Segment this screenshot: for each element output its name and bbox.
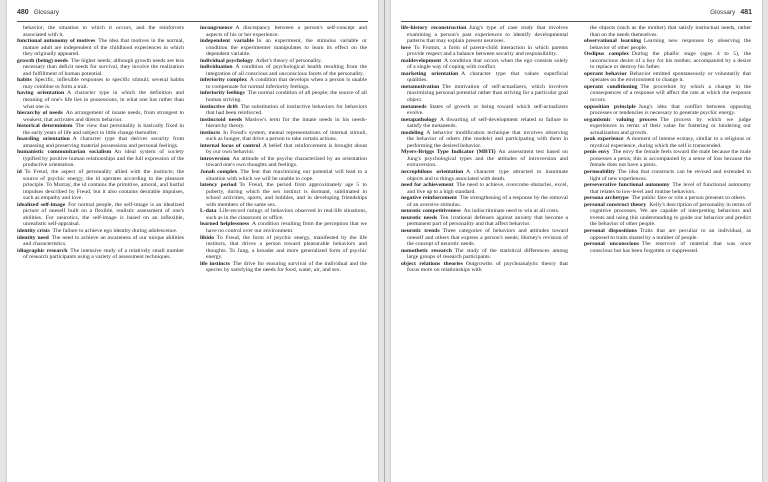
glossary-term: neurotic trends bbox=[401, 227, 440, 234]
left-header-rule bbox=[17, 21, 368, 22]
glossary-term: penis envy bbox=[584, 149, 610, 156]
left-page bbox=[7, 0, 378, 482]
left-page-header bbox=[17, 9, 368, 19]
glossary-term: idiographic research bbox=[17, 247, 68, 254]
glossary-entry bbox=[200, 235, 367, 261]
glossary-definition: The study of the statistical differences among large groups of research participants. bbox=[407, 247, 568, 261]
glossary-entry bbox=[200, 90, 367, 103]
glossary-definition: A discrepancy between a person's self-concept and aspects of his or her experience. bbox=[206, 25, 367, 38]
glossary-entry bbox=[401, 228, 568, 248]
glossary-definition: A condition resulting from the perception that we have no control over our environment. bbox=[206, 221, 367, 234]
glossary-entry bbox=[401, 130, 568, 150]
glossary-entry bbox=[401, 261, 568, 274]
glossary-term: idealized self-image bbox=[17, 201, 66, 208]
glossary-definition: The intensive study of a relatively small number of research participants using a variety of assessment techniques. bbox=[23, 247, 185, 261]
glossary-term: incongruence bbox=[200, 25, 233, 31]
glossary-term: Oedipus complex bbox=[584, 51, 630, 58]
glossary-entry bbox=[200, 261, 367, 274]
glossary-term: operant behavior bbox=[584, 70, 627, 77]
glossary-definition: A behavior modification technique that involves observing the behavior of others (the models) and participating with them in performing the desired behavior. bbox=[407, 129, 568, 149]
glossary-definition: In an experiment, the stimulus variable or condition the experimenter manipulates to learn its effect on the dependent variable. bbox=[206, 38, 367, 58]
glossary-entry bbox=[200, 143, 367, 156]
glossary-term: libido bbox=[200, 234, 214, 241]
glossary-definition: Outgrowths of psychoanalytic theory that focus more on relationships with bbox=[407, 260, 568, 274]
glossary-entry bbox=[17, 149, 184, 169]
glossary-entry bbox=[584, 241, 751, 254]
glossary-entry bbox=[584, 71, 751, 84]
glossary-term: independent variable bbox=[200, 38, 254, 45]
right-page bbox=[391, 0, 762, 482]
glossary-entry bbox=[401, 248, 568, 261]
glossary-definition: A character type that derives security from amassing and preserving material possessions and personal feelings. bbox=[23, 136, 185, 149]
glossary-entry bbox=[401, 104, 568, 117]
glossary-term: personal unconscious bbox=[584, 241, 640, 248]
glossary-term: object relations theories bbox=[401, 260, 463, 267]
glossary-definition: Life-record ratings of behaviors observed in real-life situations, such as in the classroom or office. bbox=[206, 208, 367, 221]
glossary-definition: Kelly's description of personality in terms of cognitive processes. We are capable of interpreting behaviors and events and using this understanding to guide our behavior and predict the behavior of other people. bbox=[590, 201, 751, 228]
glossary-term: L-data bbox=[200, 208, 217, 215]
glossary-term: operant conditioning bbox=[584, 83, 638, 90]
glossary-definition: Maslow's term for the innate needs in his needs-hierarchy theory. bbox=[206, 116, 367, 130]
glossary-entry bbox=[401, 149, 568, 169]
glossary-definition: An attitude of the psyche characterized by an orientation toward one's own thoughts and feelings. bbox=[206, 155, 367, 169]
glossary-entry bbox=[200, 77, 367, 90]
glossary-term: instinctoid needs bbox=[200, 116, 243, 123]
glossary-entry bbox=[200, 117, 367, 130]
glossary-term: personal construct theory bbox=[584, 201, 647, 208]
glossary-entry bbox=[200, 104, 367, 117]
glossary-entry bbox=[200, 169, 367, 182]
glossary-term: learned helplessness bbox=[200, 221, 250, 228]
glossary-definition: Jung's type of case study that involves examining a person's past experiences to identify developmental patterns that may explain present neuroses. bbox=[407, 25, 568, 45]
glossary-definition: States of growth or being toward which self-actualizers evolve. bbox=[407, 103, 568, 117]
glossary-definition: A character type that values superficial qualities. bbox=[407, 70, 568, 84]
glossary-entry bbox=[401, 169, 568, 182]
glossary-term: internal locus of control bbox=[200, 142, 261, 149]
book-fold bbox=[384, 0, 385, 482]
glossary-entry bbox=[584, 117, 751, 137]
glossary-entry bbox=[401, 182, 568, 195]
glossary-entry bbox=[584, 51, 751, 71]
glossary-definition: A condition of psychological health resulting from the integration of all conscious and unconscious facets of the personality. bbox=[206, 64, 367, 77]
glossary-definition: A condition that develops when a person is unable to compensate for normal inferiority feelings. bbox=[206, 77, 368, 90]
glossary-term: id bbox=[17, 169, 22, 176]
glossary-entry bbox=[200, 64, 367, 77]
glossary-definition: A moment of intense ecstasy, similar to a religious or mystical experience, during which the self is transcended. bbox=[590, 136, 751, 149]
glossary-entry bbox=[401, 215, 568, 228]
right-header-rule bbox=[401, 21, 752, 22]
glossary-entry bbox=[200, 130, 367, 143]
glossary-definition: The envy the female feels toward the male because the male possesses a penis; this is accompanied by a sense of loss because the female does not have a penis. bbox=[590, 149, 751, 169]
glossary-definition: the objects (such as the mother) that satisfy instinctual needs, rather than on the needs themselves. bbox=[590, 25, 751, 38]
glossary-entry bbox=[17, 202, 184, 228]
glossary-definition: A character type attracted to inanimate objects and to things associated with death. bbox=[407, 169, 568, 182]
glossary-entry bbox=[401, 71, 568, 84]
glossary-term: instincts bbox=[200, 129, 221, 136]
glossary-definition: The reservoir of material that was once conscious but has been forgotten or suppressed. bbox=[590, 241, 751, 254]
glossary-term: habits bbox=[17, 77, 32, 84]
glossary-entry bbox=[200, 25, 367, 38]
glossary-term: functional autonomy of motives bbox=[17, 38, 96, 45]
glossary-definition: An ideal system of society typified by positive human relationships and the full expression of the productive orientation. bbox=[23, 149, 184, 169]
glossary-entry bbox=[584, 25, 751, 38]
glossary-definition: The strengthening of a response by the removal of an aversive stimulus. bbox=[407, 195, 569, 208]
right-page-header bbox=[401, 9, 752, 19]
glossary-entry bbox=[17, 248, 184, 261]
glossary-term: inferiority complex bbox=[200, 77, 247, 84]
glossary-term: persona archetype bbox=[584, 195, 629, 202]
glossary-definition: Specific, inflexible responses to specific stimuli; several habits may combine to form a trait. bbox=[23, 77, 184, 90]
glossary-term: love bbox=[401, 44, 411, 51]
glossary-definition: The need to achieve, overcome obstacles, excel, and live up to a high standard. bbox=[407, 182, 569, 195]
glossary-term: observational learning bbox=[584, 38, 642, 45]
glossary-term: metapathology bbox=[401, 116, 438, 123]
glossary-term: latency period bbox=[200, 182, 237, 189]
glossary-definition: behavior, the situation in which it occurs, and the reinforcers associated with it. bbox=[23, 25, 184, 38]
glossary-term: negative reinforcement bbox=[401, 195, 457, 202]
glossary-definition: The public face or role a person presents to others. bbox=[631, 195, 747, 202]
glossary-entry bbox=[200, 208, 367, 221]
glossary-term: life-history reconstruction bbox=[401, 25, 467, 31]
glossary-term: modeling bbox=[401, 129, 424, 136]
glossary-term: personal dispositions bbox=[584, 227, 637, 234]
glossary-definition: A character type in which the definition and meaning of one's life lies in possessions, in what one has rather than what one is. bbox=[23, 90, 184, 110]
glossary-definition: Behavior emitted spontaneously or voluntarily that operates on the environment to change it. bbox=[590, 70, 751, 84]
glossary-definition: The normal condition of all people; the source of all human striving. bbox=[206, 90, 367, 104]
glossary-definition: The substitution of instinctive behaviors for behaviors that had been reinforced. bbox=[206, 103, 367, 117]
glossary-definition: In Freud's system, mental representations of internal stimuli, such as hunger, that drive a person to take certain actions. bbox=[206, 129, 367, 143]
glossary-term: hoarding orientation bbox=[17, 136, 70, 143]
glossary-definition: An arrangement of innate needs, from strongest to weakest, that activates and directs behavior. bbox=[23, 110, 184, 123]
glossary-definition: During the phallic stage (ages 4 to 5), the unconscious desire of a boy for his mother, accompanied by a desire to replace or destroy his father. bbox=[590, 51, 751, 71]
glossary-definition: The process by which we judge experiences in terms of their value for fostering or hindering our actualization and growth. bbox=[590, 116, 751, 136]
glossary-term: having orientation bbox=[17, 90, 65, 97]
glossary-term: life instincts bbox=[200, 260, 230, 267]
glossary-definition: The motivation of self-actualizers, which involves maximizing personal potential rather than striving for a particular goal object. bbox=[407, 83, 568, 104]
glossary-definition: The higher needs; although growth needs are less necessary than deficit needs for survival, they involve the realization and fulfillment of human potential. bbox=[23, 57, 184, 77]
right-column-2 bbox=[584, 25, 751, 254]
glossary-entry bbox=[584, 202, 751, 228]
right-column-1 bbox=[401, 25, 568, 274]
glossary-definition: The level of functional autonomy that relates to low-level and routine behaviors. bbox=[590, 182, 751, 195]
glossary-term: perseverative functional autonomy bbox=[584, 182, 670, 189]
glossary-definition: The procedure by which a change in the consequences of a response will affect the rate at which the response occurs. bbox=[590, 83, 751, 104]
glossary-entry bbox=[584, 228, 751, 241]
glossary-definition: Jung's idea that conflict between opposing processes or tendencies is necessary to generate psychic energy. bbox=[590, 103, 751, 117]
glossary-term: hierarchy of needs bbox=[17, 110, 63, 117]
glossary-entry bbox=[17, 123, 184, 136]
glossary-term: opposition principle bbox=[584, 103, 636, 110]
glossary-term: identity crisis bbox=[17, 227, 50, 234]
glossary-entry bbox=[584, 38, 751, 51]
glossary-definition: To Freud, the form of psychic energy, manifested by the life instincts, that drives a person toward pleasurable behaviors and thoughts. To Jung, a broader and more generalized form of psychic energy. bbox=[206, 234, 367, 261]
glossary-entry bbox=[401, 117, 568, 130]
glossary-definition: The fear that maximizing our potential will lead to a situation with which we will be unable to cope. bbox=[206, 169, 367, 182]
glossary-entry bbox=[401, 195, 568, 208]
glossary-definition: A condition that occurs when the ego consists solely of a single way of coping with conflict. bbox=[407, 57, 568, 71]
glossary-entry bbox=[200, 38, 367, 58]
left-column-2 bbox=[200, 25, 367, 274]
glossary-entry bbox=[17, 110, 184, 123]
glossary-term: Jonah complex bbox=[200, 169, 238, 176]
right-running-head: Glossary bbox=[710, 9, 736, 16]
glossary-entry bbox=[401, 45, 568, 58]
glossary-definition: A thwarting of self-development related to failure to satisfy the metaneeds. bbox=[407, 116, 568, 130]
glossary-definition: A belief that reinforcement is brought about by our own behavior. bbox=[206, 142, 367, 156]
glossary-entry bbox=[584, 169, 751, 182]
glossary-term: Myers-Briggs Type Indicator (MBTI) bbox=[401, 149, 496, 156]
glossary-term: identity need bbox=[17, 234, 49, 241]
glossary-definition: Ten irrational defenses against anxiety that become a permanent part of personality and that affect behavior. bbox=[407, 214, 568, 228]
glossary-term: nomothetic research bbox=[401, 247, 452, 254]
glossary-definition: An indiscriminate need to win at all costs. bbox=[463, 208, 560, 215]
glossary-entry bbox=[17, 77, 184, 90]
glossary-entry bbox=[584, 149, 751, 169]
glossary-term: individuation bbox=[200, 64, 233, 71]
right-page-number: 481 bbox=[740, 9, 752, 16]
glossary-definition: For normal people, the self-image is an idealized picture of oneself built on a flexible, realistic assessment of one's abilities. For neurotics, the self-image is based on an inflexible, unrealistic self-appraisal. bbox=[23, 201, 185, 228]
glossary-definition: To Freud, the aspect of personality allied with the instincts; the source of psychic energy, the id operates according to the pleasure principle. To Murray, the id contains the primitive, amoral, and lustful impulses described by Freud, but it also contains desirable impulses, such as empathy and love. bbox=[23, 169, 184, 202]
glossary-term: metamotivation bbox=[401, 83, 440, 90]
glossary-entry bbox=[401, 25, 568, 45]
glossary-entry bbox=[584, 84, 751, 104]
glossary-term: neurotic needs bbox=[401, 214, 438, 221]
glossary-entry bbox=[401, 58, 568, 71]
glossary-entry bbox=[17, 90, 184, 110]
glossary-term: marketing orientation bbox=[401, 70, 459, 77]
glossary-entry bbox=[584, 104, 751, 117]
glossary-term: growth (being) needs bbox=[17, 57, 69, 64]
glossary-term: peak experience bbox=[584, 136, 624, 143]
glossary-term: introversion bbox=[200, 155, 230, 162]
glossary-entry bbox=[17, 38, 184, 58]
glossary-definition: To Fromm, a form of parent-child interaction in which parents provide respect and a balance between security and responsibility. bbox=[407, 44, 568, 58]
glossary-definition: The failure to achieve ego identity during adolescence. bbox=[52, 227, 178, 234]
glossary-term: instinctive drift bbox=[200, 103, 238, 110]
glossary-definition: An assessment test based on Jung's psychological types and the attitudes of introversion and extraversion. bbox=[407, 149, 568, 169]
glossary-entry bbox=[17, 25, 184, 38]
glossary-entry bbox=[584, 182, 751, 195]
glossary-term: humanistic communitarian socialism bbox=[17, 149, 112, 156]
glossary-term: inferiority feelings bbox=[200, 90, 245, 97]
glossary-term: permeability bbox=[584, 169, 615, 176]
glossary-term: neurotic competitiveness bbox=[401, 208, 461, 215]
left-column-1 bbox=[17, 25, 184, 261]
glossary-definition: The idea that motives in the normal, mature adult are independent of the childhood experiences in which they originally appeared. bbox=[23, 38, 184, 58]
glossary-term: organismic valuing process bbox=[584, 116, 658, 123]
glossary-term: historical determinism bbox=[17, 123, 73, 130]
left-running-head: Glossary bbox=[33, 9, 59, 16]
glossary-entry bbox=[200, 221, 367, 234]
glossary-definition: Traits that are peculiar to an individual, as opposed to traits shared by a number of people. bbox=[590, 227, 751, 241]
glossary-definition: The view that personality is basically fixed in the early years of life and subject to little change thereafter. bbox=[23, 123, 184, 136]
glossary-definition: The need to achieve an awareness of our unique abilities and characteristics. bbox=[23, 234, 184, 248]
glossary-definition: Learning new responses by observing the behavior of other people. bbox=[590, 38, 752, 51]
glossary-term: necrophilous orientation bbox=[401, 169, 464, 176]
glossary-entry bbox=[17, 136, 184, 149]
glossary-term: maldevelopment bbox=[401, 57, 442, 64]
glossary-entry bbox=[401, 84, 568, 104]
glossary-definition: The idea that constructs can be revised and extended in light of new experiences. bbox=[590, 169, 751, 182]
glossary-entry bbox=[17, 235, 184, 248]
glossary-definition: Three categories of behaviors and attitudes toward oneself and others that express a person's needs; Horney's revision of the concept of neurotic needs. bbox=[407, 227, 568, 248]
glossary-term: need for achievement bbox=[401, 182, 454, 189]
glossary-entry bbox=[17, 169, 184, 202]
glossary-entry bbox=[200, 182, 367, 208]
glossary-entry bbox=[584, 136, 751, 149]
glossary-term: metaneeds bbox=[401, 103, 427, 110]
glossary-entry bbox=[200, 156, 367, 169]
glossary-entry bbox=[17, 58, 184, 78]
glossary-term: individual psychology bbox=[200, 57, 253, 64]
glossary-definition: To Freud, the period from approximately age 5 to puberty, during which the sex instinct is dormant, sublimated in school activities, sports, and hobbies, and in developing friendships with members of the same sex. bbox=[206, 182, 367, 208]
left-page-number: 480 bbox=[17, 9, 29, 16]
glossary-definition: Adler's theory of personality. bbox=[255, 57, 322, 64]
glossary-definition: The drive for ensuring survival of the individual and the species by satisfying the needs for food, water, air, and sex. bbox=[206, 260, 368, 274]
